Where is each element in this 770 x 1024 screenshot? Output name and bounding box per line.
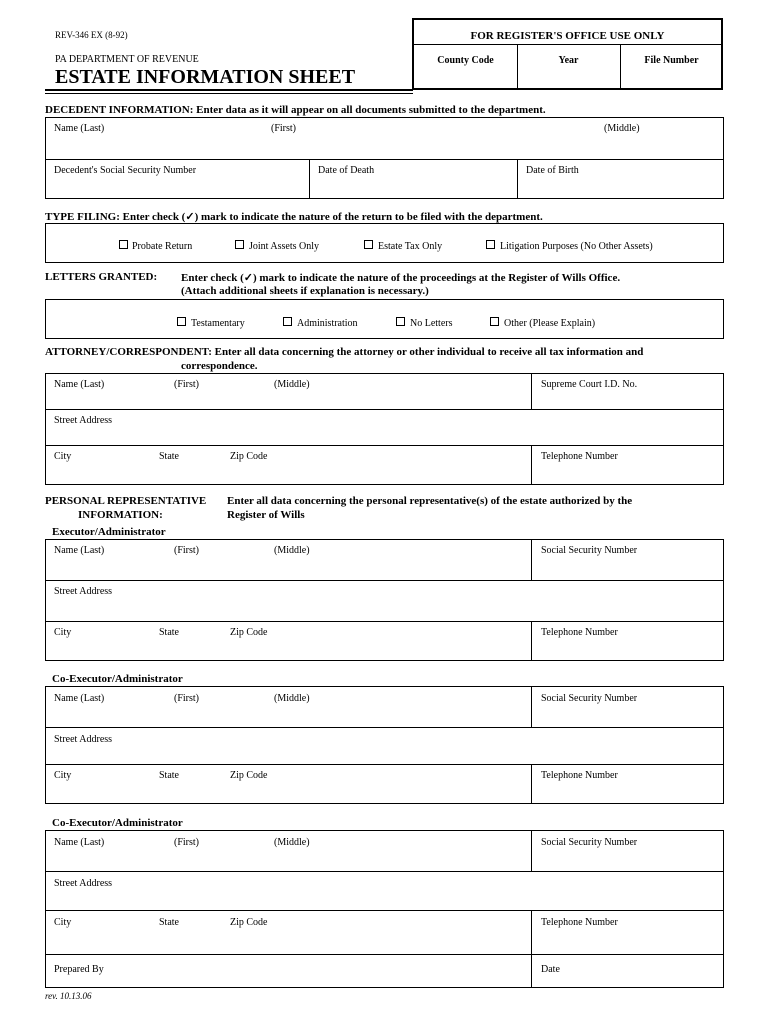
litigation-purposes-checkbox[interactable]: [486, 240, 495, 249]
type-filing-heading: TYPE FILING: Enter check (✓) mark to indicate the nature of the return to be filed with the department.: [45, 211, 543, 223]
co-executor-2-name-first-label: (First): [174, 837, 199, 848]
attorney-heading-cont: correspondence.: [181, 360, 258, 372]
co-executor-2-name-middle-label: (Middle): [274, 837, 310, 848]
office-use-box: [412, 18, 723, 90]
estate-tax-only-checkbox[interactable]: [364, 240, 373, 249]
co-executor-1-name-last-label: Name (Last): [54, 693, 105, 704]
personal-rep-heading: PERSONAL REPRESENTATIVE: [45, 495, 207, 507]
letters-granted-box: [45, 299, 724, 339]
attorney-street-label: Street Address: [54, 415, 113, 426]
office-use-title: FOR REGISTER'S OFFICE USE ONLY: [470, 30, 665, 42]
personal-rep-instruction-cont: Register of Wills: [227, 509, 305, 521]
no-letters-checkbox[interactable]: [396, 317, 405, 326]
probate-return-checkbox[interactable]: [119, 240, 128, 249]
co-executor-1-phone-label: Telephone Number: [541, 770, 618, 781]
attorney-box[interactable]: [45, 373, 724, 485]
year-label: Year: [558, 55, 579, 66]
probate-return-label: Probate Return: [132, 241, 193, 252]
co-executor-1-zip-label: Zip Code: [230, 770, 268, 781]
co-executor-2-name-last-label: Name (Last): [54, 837, 105, 848]
decedent-name-last-label: Name (Last): [54, 123, 105, 134]
estate-tax-only-label: Estate Tax Only: [378, 241, 443, 252]
letters-granted-note: (Attach additional sheets if explanation is necessary.): [181, 285, 429, 297]
decedent-name-middle-label: (Middle): [604, 123, 640, 134]
executor-street-label: Street Address: [54, 586, 113, 597]
executor-state-label: State: [159, 627, 179, 638]
office-use-divider: [414, 44, 721, 45]
form-number: REV-346 EX (8-92): [55, 30, 128, 40]
testamentary-checkbox[interactable]: [177, 317, 186, 326]
other-explain-checkbox[interactable]: [490, 317, 499, 326]
co-executor-2-city-label: City: [54, 917, 72, 928]
executor-phone-label: Telephone Number: [541, 627, 618, 638]
co-executor-2-phone-label: Telephone Number: [541, 917, 618, 928]
title-underline: [45, 89, 413, 91]
decedent-box[interactable]: [45, 117, 724, 199]
attorney-heading: ATTORNEY/CORRESPONDENT: Enter all data concerning the attorney or other individual to receive all tax information and: [45, 346, 644, 358]
co-executor-1-state-label: State: [159, 770, 179, 781]
letters-granted-heading: LETTERS GRANTED:: [45, 271, 158, 283]
attorney-zip-label: Zip Code: [230, 451, 268, 462]
co-executor-2-box[interactable]: [45, 830, 724, 955]
executor-ssn-label: Social Security Number: [541, 545, 638, 556]
prepared-by-label: Prepared By: [54, 964, 104, 975]
co-executor-1-city-label: City: [54, 770, 72, 781]
executor-name-middle-label: (Middle): [274, 545, 310, 556]
no-letters-label: No Letters: [410, 318, 453, 329]
co-executor-1-box[interactable]: [45, 686, 724, 804]
attorney-state-label: State: [159, 451, 179, 462]
attorney-phone-label: Telephone Number: [541, 451, 618, 462]
executor-name-first-label: (First): [174, 545, 199, 556]
testamentary-label: Testamentary: [191, 318, 245, 329]
decedent-ssn-label: Decedent's Social Security Number: [54, 165, 197, 176]
revision-label: rev. 10.13.06: [45, 991, 92, 1001]
county-code-label: County Code: [437, 55, 494, 66]
co-executor-2-title: Co-Executor/Administrator: [52, 817, 183, 829]
decedent-heading: DECEDENT INFORMATION: Enter data as it will appear on all documents submitted to the department.: [45, 104, 546, 116]
type-filing-box: [45, 223, 724, 263]
administration-checkbox[interactable]: [283, 317, 292, 326]
administration-label: Administration: [297, 318, 358, 329]
title-underline-thin: [45, 93, 413, 94]
executor-city-label: City: [54, 627, 72, 638]
executor-zip-label: Zip Code: [230, 627, 268, 638]
co-executor-1-ssn-label: Social Security Number: [541, 693, 638, 704]
attorney-name-middle-label: (Middle): [274, 379, 310, 390]
supreme-court-id-label: Supreme Court I.D. No.: [541, 379, 638, 390]
letters-granted-instruction: Enter check (✓) mark to indicate the nature of the proceedings at the Register of Wills Office.: [181, 272, 621, 284]
executor-name-last-label: Name (Last): [54, 545, 105, 556]
date-of-birth-label: Date of Birth: [526, 165, 579, 176]
co-executor-2-state-label: State: [159, 917, 179, 928]
co-executor-1-street-label: Street Address: [54, 734, 113, 745]
attorney-name-first-label: (First): [174, 379, 199, 390]
co-executor-2-zip-label: Zip Code: [230, 917, 268, 928]
co-executor-1-name-middle-label: (Middle): [274, 693, 310, 704]
personal-rep-instruction: Enter all data concerning the personal representative(s) of the estate authorized by the: [227, 495, 633, 507]
department-name: PA DEPARTMENT OF REVENUE: [55, 54, 199, 65]
other-explain-label: Other (Please Explain): [504, 318, 596, 329]
attorney-city-label: City: [54, 451, 72, 462]
executor-box[interactable]: [45, 539, 724, 661]
date-label: Date: [541, 964, 560, 975]
date-of-death-label: Date of Death: [318, 165, 375, 176]
co-executor-1-name-first-label: (First): [174, 693, 199, 704]
executor-title: Executor/Administrator: [52, 526, 166, 538]
co-executor-1-title: Co-Executor/Administrator: [52, 673, 183, 685]
personal-rep-heading-cont: INFORMATION:: [78, 509, 163, 521]
co-executor-2-street-label: Street Address: [54, 878, 113, 889]
joint-assets-only-label: Joint Assets Only: [249, 241, 320, 252]
litigation-purposes-label: Litigation Purposes (No Other Assets): [500, 241, 653, 252]
co-executor-2-ssn-label: Social Security Number: [541, 837, 638, 848]
joint-assets-only-checkbox[interactable]: [235, 240, 244, 249]
decedent-name-first-label: (First): [271, 123, 296, 134]
attorney-name-last-label: Name (Last): [54, 379, 105, 390]
file-number-label: File Number: [644, 55, 699, 66]
prepared-by-box[interactable]: [45, 954, 724, 988]
page-title: ESTATE INFORMATION SHEET: [55, 66, 356, 88]
